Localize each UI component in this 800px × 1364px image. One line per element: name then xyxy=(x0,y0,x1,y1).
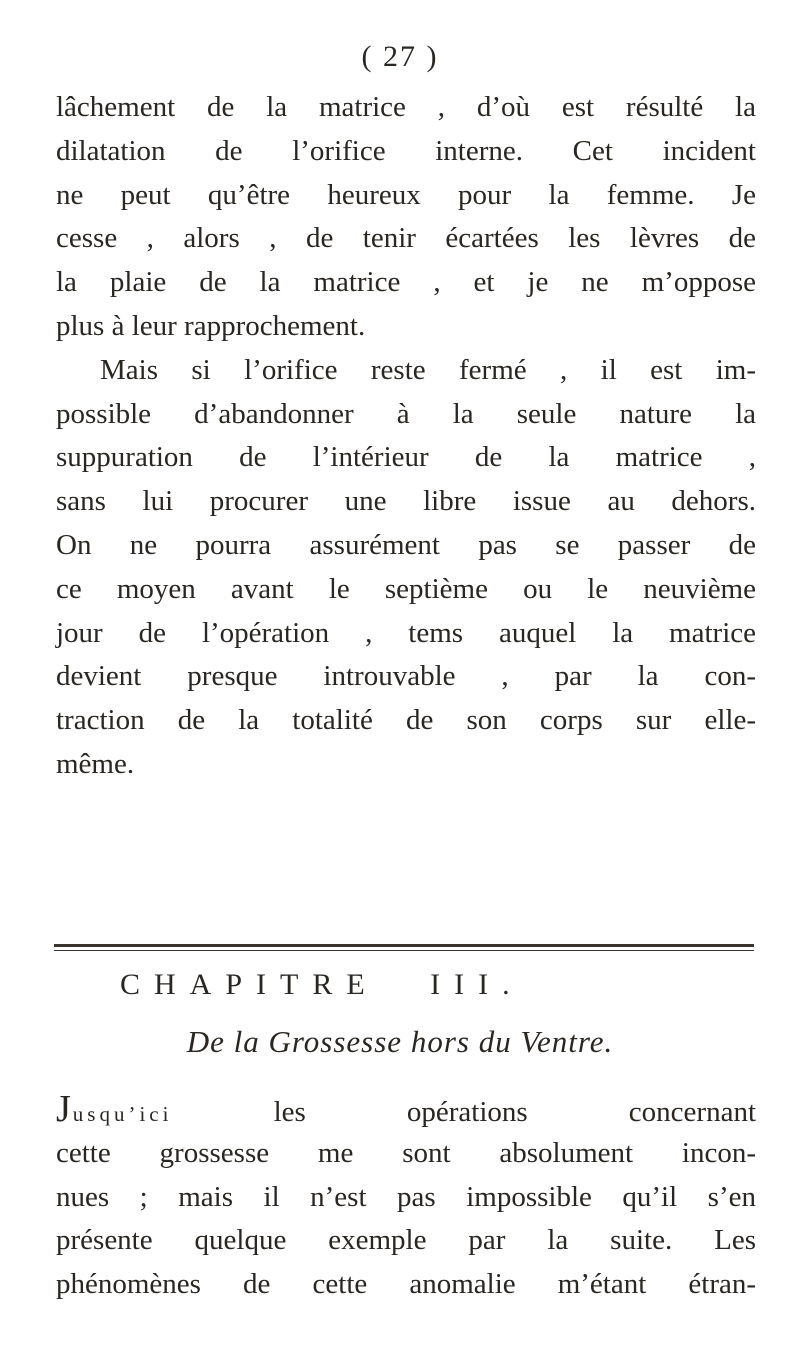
chapter-heading: CHAPITRE III. xyxy=(120,968,524,1001)
text-line: la plaie de la matrice , et je ne m’oppose xyxy=(56,266,756,299)
divider-thick-rule xyxy=(54,944,754,947)
section-divider xyxy=(54,944,754,951)
text-line: suppuration de l’intérieur de la matrice , xyxy=(56,441,756,474)
text-line: possible d’abandonner à la seule nature la xyxy=(56,397,756,430)
text-line: nues ; mais il n’est pas impossible qu’il s’en xyxy=(56,1180,756,1213)
chapter-subtitle: De la Grossesse hors du Ventre. xyxy=(186,1024,614,1059)
text-line: lâchement de la matrice , d’où est résulté la xyxy=(56,91,756,123)
text-line: On ne pourra assurément pas se passer de xyxy=(56,528,756,561)
drop-initial: J xyxy=(56,1088,71,1130)
text-line: phénomènes de cette anomalie m’étant étran- xyxy=(56,1268,756,1301)
text-line: devient presque introuvable , par la con- xyxy=(56,660,756,693)
text-line: Mais si l’orifice reste fermé , il est im- xyxy=(100,353,756,386)
body-text-bottom xyxy=(56,1088,756,1307)
text-line: cette grossesse me sont absolument incon- xyxy=(56,1136,756,1169)
text-line: présente quelque exemple par la suite. Les xyxy=(56,1224,756,1257)
body-text-top xyxy=(56,86,756,787)
text-line: même. xyxy=(56,747,135,780)
smallcaps-opening: usqu’ici xyxy=(72,1102,173,1126)
text-line: dilatation de l’orifice interne. Cet incident xyxy=(56,134,756,167)
text-line-opening xyxy=(56,1088,756,1132)
text-line: jour de l’opération , tems auquel la matrice xyxy=(56,616,756,649)
text-line: cesse , alors , de tenir écartées les lèvres de xyxy=(56,222,756,255)
text-line: traction de la totalité de son corps sur elle- xyxy=(56,704,756,737)
page-number: ( 27 ) xyxy=(361,40,439,73)
text-line: sans lui procurer une libre issue au dehors. xyxy=(56,485,756,518)
text-line: ce moyen avant le septième ou le neuvième xyxy=(56,572,756,605)
divider-thin-rule xyxy=(54,950,754,951)
text-line: plus à leur rapprochement. xyxy=(56,309,366,342)
text-line-rest: les opérations concernant xyxy=(172,1096,756,1128)
text-line: ne peut qu’être heureux pour la femme. Je xyxy=(56,178,756,211)
